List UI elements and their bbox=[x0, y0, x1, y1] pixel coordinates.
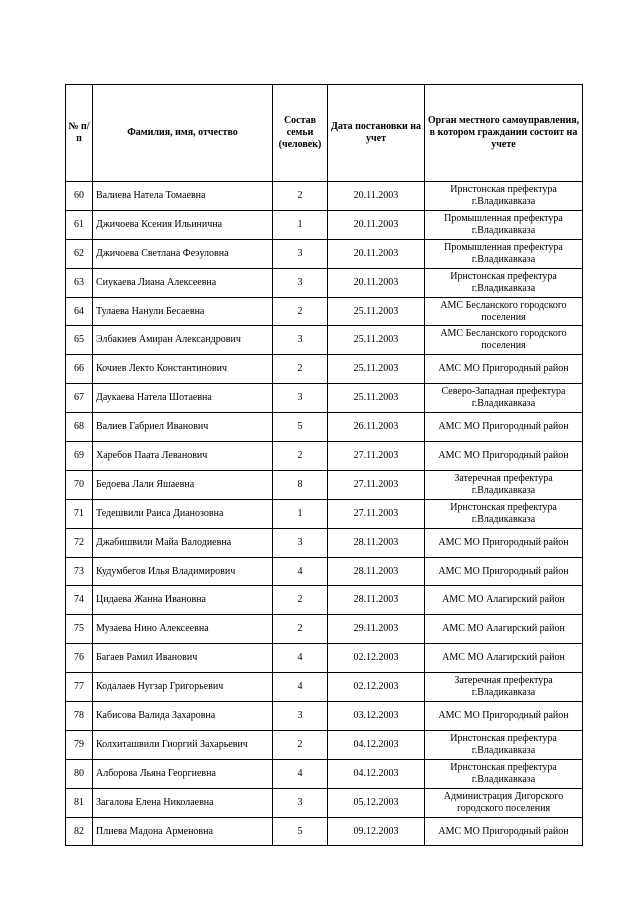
row-authority: АМС МО Пригородный район bbox=[425, 442, 583, 471]
row-number: 64 bbox=[66, 297, 93, 326]
row-full-name: Кудумбегов Илья Владимирович bbox=[93, 557, 273, 586]
row-registration-date: 25.11.2003 bbox=[328, 355, 425, 384]
row-registration-date: 28.11.2003 bbox=[328, 557, 425, 586]
row-number: 81 bbox=[66, 788, 93, 817]
table-row bbox=[66, 355, 583, 384]
row-authority: Промышленная префектура г.Владикавказа bbox=[425, 210, 583, 239]
table-body bbox=[66, 182, 583, 846]
table-row bbox=[66, 182, 583, 211]
row-full-name: Даукаева Натела Шотаевна bbox=[93, 384, 273, 413]
table-row bbox=[66, 413, 583, 442]
row-authority: АМС МО Пригородный район bbox=[425, 413, 583, 442]
row-registration-date: 26.11.2003 bbox=[328, 413, 425, 442]
table-row bbox=[66, 586, 583, 615]
row-family-size: 3 bbox=[273, 268, 328, 297]
table-row bbox=[66, 557, 583, 586]
row-number: 72 bbox=[66, 528, 93, 557]
header-authority: Орган местного самоуправления, в котором граждании состоит на учете bbox=[425, 85, 583, 182]
row-authority: АМС МО Алагирский район bbox=[425, 615, 583, 644]
row-family-size: 2 bbox=[273, 442, 328, 471]
row-number: 63 bbox=[66, 268, 93, 297]
row-family-size: 4 bbox=[273, 759, 328, 788]
table-row bbox=[66, 615, 583, 644]
table-row bbox=[66, 759, 583, 788]
row-authority: Ирнстонская префектура г.Владикавказа bbox=[425, 730, 583, 759]
row-family-size: 2 bbox=[273, 297, 328, 326]
row-family-size: 2 bbox=[273, 586, 328, 615]
row-full-name: Тулаева Нанули Бесаевна bbox=[93, 297, 273, 326]
row-number: 60 bbox=[66, 182, 93, 211]
row-family-size: 3 bbox=[273, 326, 328, 355]
row-full-name: Кодалаев Нугзар Григорьевич bbox=[93, 673, 273, 702]
table-row bbox=[66, 326, 583, 355]
row-family-size: 2 bbox=[273, 355, 328, 384]
row-authority: Администрация Дигорского городского поселения bbox=[425, 788, 583, 817]
table-row bbox=[66, 528, 583, 557]
header-row bbox=[66, 85, 583, 182]
row-registration-date: 20.11.2003 bbox=[328, 210, 425, 239]
row-family-size: 1 bbox=[273, 210, 328, 239]
row-number: 74 bbox=[66, 586, 93, 615]
row-full-name: Бедоева Лали Яшаевна bbox=[93, 470, 273, 499]
row-number: 66 bbox=[66, 355, 93, 384]
row-authority: Затеречная префектура г.Владикавказа bbox=[425, 673, 583, 702]
row-registration-date: 25.11.2003 bbox=[328, 384, 425, 413]
row-family-size: 3 bbox=[273, 528, 328, 557]
row-authority: АМС МО Пригородный район bbox=[425, 528, 583, 557]
row-number: 79 bbox=[66, 730, 93, 759]
row-registration-date: 27.11.2003 bbox=[328, 442, 425, 471]
row-full-name: Валиев Габриел Иванович bbox=[93, 413, 273, 442]
row-full-name: Багаев Рамил Иванович bbox=[93, 644, 273, 673]
row-full-name: Джичоева Ксения Ильинична bbox=[93, 210, 273, 239]
row-authority: Ирнстонская префектура г.Владикавказа bbox=[425, 268, 583, 297]
table-row bbox=[66, 210, 583, 239]
row-family-size: 5 bbox=[273, 413, 328, 442]
row-authority: АМС МО Пригородный район bbox=[425, 702, 583, 731]
row-full-name: Кабисова Валида Захаровна bbox=[93, 702, 273, 731]
table-row bbox=[66, 239, 583, 268]
row-number: 77 bbox=[66, 673, 93, 702]
row-registration-date: 03.12.2003 bbox=[328, 702, 425, 731]
row-number: 67 bbox=[66, 384, 93, 413]
row-authority: АМС Бесланского городского поселения bbox=[425, 297, 583, 326]
row-registration-date: 28.11.2003 bbox=[328, 528, 425, 557]
table-row bbox=[66, 268, 583, 297]
row-authority: АМС МО Алагирский район bbox=[425, 586, 583, 615]
row-full-name: Харебов Паата Леванович bbox=[93, 442, 273, 471]
row-full-name: Элбакиев Амиран Александрович bbox=[93, 326, 273, 355]
registry-table bbox=[65, 84, 583, 846]
row-full-name: Кочиев Лекто Константинович bbox=[93, 355, 273, 384]
row-number: 68 bbox=[66, 413, 93, 442]
table-row bbox=[66, 384, 583, 413]
row-full-name: Колхиташвили Гиоргий Захарьевич bbox=[93, 730, 273, 759]
row-family-size: 5 bbox=[273, 817, 328, 846]
row-number: 69 bbox=[66, 442, 93, 471]
row-family-size: 3 bbox=[273, 788, 328, 817]
table-row bbox=[66, 788, 583, 817]
row-registration-date: 04.12.2003 bbox=[328, 730, 425, 759]
row-registration-date: 02.12.2003 bbox=[328, 673, 425, 702]
table-row bbox=[66, 499, 583, 528]
header-number: № п/п bbox=[66, 85, 93, 182]
row-registration-date: 20.11.2003 bbox=[328, 268, 425, 297]
row-family-size: 4 bbox=[273, 673, 328, 702]
row-full-name: Музаева Нино Алексеевна bbox=[93, 615, 273, 644]
header-family-size: Состав семьи (человек) bbox=[273, 85, 328, 182]
header-full-name: Фамилия, имя, отчество bbox=[93, 85, 273, 182]
row-family-size: 1 bbox=[273, 499, 328, 528]
row-family-size: 2 bbox=[273, 730, 328, 759]
row-registration-date: 27.11.2003 bbox=[328, 470, 425, 499]
table-row bbox=[66, 817, 583, 846]
row-registration-date: 04.12.2003 bbox=[328, 759, 425, 788]
row-registration-date: 28.11.2003 bbox=[328, 586, 425, 615]
row-family-size: 3 bbox=[273, 239, 328, 268]
row-authority: АМС МО Пригородный район bbox=[425, 355, 583, 384]
table-row bbox=[66, 730, 583, 759]
table-row bbox=[66, 673, 583, 702]
table-row bbox=[66, 702, 583, 731]
row-registration-date: 09.12.2003 bbox=[328, 817, 425, 846]
row-authority: Промышленная префектура г.Владикавказа bbox=[425, 239, 583, 268]
row-number: 75 bbox=[66, 615, 93, 644]
row-registration-date: 29.11.2003 bbox=[328, 615, 425, 644]
row-full-name: Тедешвили Раиса Дианозовна bbox=[93, 499, 273, 528]
row-full-name: Сиукаева Лиана Алексеевна bbox=[93, 268, 273, 297]
row-full-name: Джабишвили Майа Валодиевна bbox=[93, 528, 273, 557]
row-number: 80 bbox=[66, 759, 93, 788]
row-registration-date: 20.11.2003 bbox=[328, 182, 425, 211]
row-authority: Ирнстонская префектура г.Владикавказа bbox=[425, 182, 583, 211]
row-registration-date: 27.11.2003 bbox=[328, 499, 425, 528]
row-family-size: 2 bbox=[273, 615, 328, 644]
row-family-size: 3 bbox=[273, 384, 328, 413]
row-registration-date: 02.12.2003 bbox=[328, 644, 425, 673]
row-authority: Ирнстонская префектура г.Владикавказа bbox=[425, 759, 583, 788]
row-family-size: 2 bbox=[273, 182, 328, 211]
row-authority: Затеречная префектура г.Владикавказа bbox=[425, 470, 583, 499]
table-row bbox=[66, 442, 583, 471]
row-full-name: Джичоева Светлана Феэуловна bbox=[93, 239, 273, 268]
row-number: 76 bbox=[66, 644, 93, 673]
row-family-size: 8 bbox=[273, 470, 328, 499]
row-registration-date: 25.11.2003 bbox=[328, 326, 425, 355]
row-authority: АМС МО Пригородный район bbox=[425, 557, 583, 586]
row-full-name: Загалова Елена Николаевна bbox=[93, 788, 273, 817]
row-authority: Ирнстонская префектура г.Владикавказа bbox=[425, 499, 583, 528]
row-number: 65 bbox=[66, 326, 93, 355]
row-authority: АМС МО Пригородный район bbox=[425, 817, 583, 846]
table-row bbox=[66, 470, 583, 499]
row-authority: АМС Бесланского городского поселения bbox=[425, 326, 583, 355]
row-number: 73 bbox=[66, 557, 93, 586]
row-family-size: 4 bbox=[273, 557, 328, 586]
row-number: 61 bbox=[66, 210, 93, 239]
row-full-name: Плиева Мадона Арменовна bbox=[93, 817, 273, 846]
row-number: 62 bbox=[66, 239, 93, 268]
table-header bbox=[66, 85, 583, 182]
row-number: 70 bbox=[66, 470, 93, 499]
row-number: 71 bbox=[66, 499, 93, 528]
row-registration-date: 05.12.2003 bbox=[328, 788, 425, 817]
row-family-size: 4 bbox=[273, 644, 328, 673]
row-number: 78 bbox=[66, 702, 93, 731]
row-full-name: Цидаева Жанна Ивановна bbox=[93, 586, 273, 615]
row-registration-date: 20.11.2003 bbox=[328, 239, 425, 268]
row-full-name: Валиева Натела Томаевна bbox=[93, 182, 273, 211]
row-authority: АМС МО Алагирский район bbox=[425, 644, 583, 673]
table-row bbox=[66, 297, 583, 326]
row-family-size: 3 bbox=[273, 702, 328, 731]
row-authority: Северо-Западная префектура г.Владикавказа bbox=[425, 384, 583, 413]
row-full-name: Алборова Льяна Георгиевна bbox=[93, 759, 273, 788]
row-number: 82 bbox=[66, 817, 93, 846]
table-row bbox=[66, 644, 583, 673]
header-registration-date: Дата постановки на учет bbox=[328, 85, 425, 182]
row-registration-date: 25.11.2003 bbox=[328, 297, 425, 326]
